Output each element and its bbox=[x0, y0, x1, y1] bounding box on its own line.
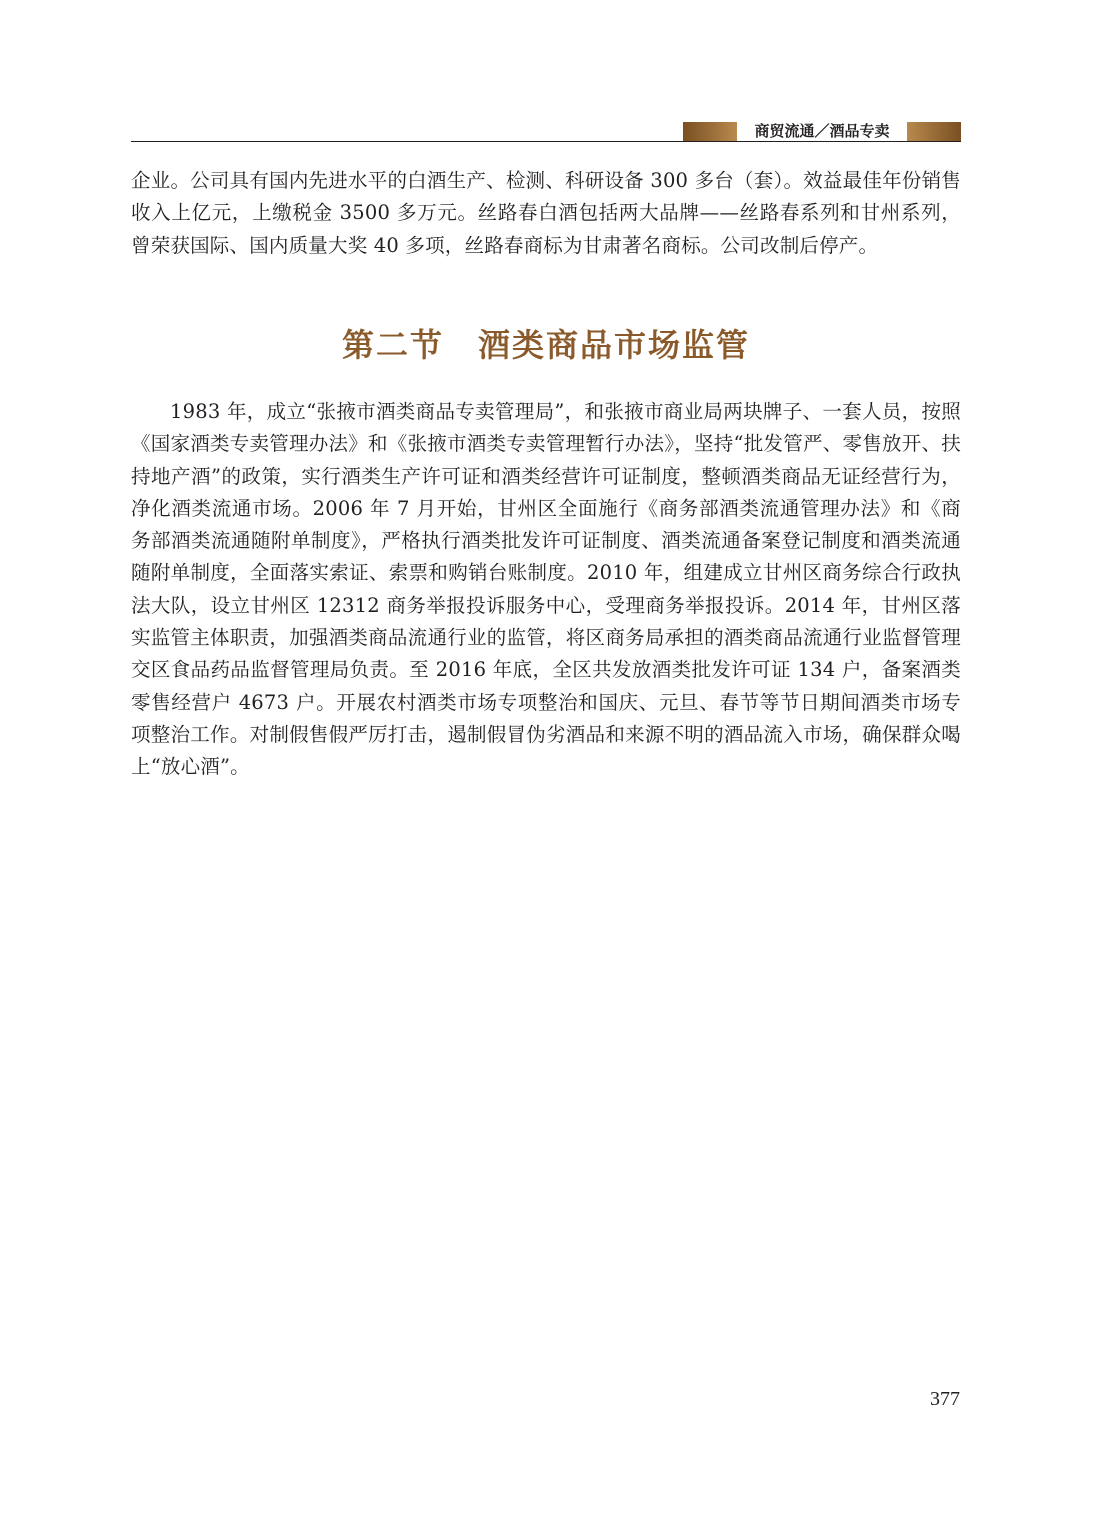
running-header-band bbox=[683, 122, 961, 141]
header-band-right-bar bbox=[907, 122, 961, 141]
running-header-title: 商贸流通／酒品专卖 bbox=[754, 122, 890, 140]
section-paragraph: 1983 年，成立“张掖市酒类商品专卖管理局”，和张掖市商业局两块牌子、一套人员，按照《国家酒类专卖管理办法》和《张掖市酒类专卖管理暂行办法》，坚持“批发管严、零售放开、扶持地产酒”的政策，实行酒类生产许可证和酒类经营许可证制度，整顿酒类商品无证经营行为，净化酒类流通市场。2006 年 7 月开始，甘州区全面施行《商务部酒类流通管理办法》和《商务部酒类流通随附单制度》，严格执行酒类批发许可证制度、酒类流通备案登记制度和酒类流通随附单制度，全面落实索证、索票和购销台账制度。2010 年，组建成立甘州区商务综合行政执法大队，设立甘州区 12312 商务举报投诉服务中心，受理商务举报投诉。2014 年，甘州区落实监管主体职责，加强酒类商品流通行业的监管，将区商务局承担的酒类商品流通行业监督管理交区食品药品监督管理局负责。至 2016 年底，全区共发放酒类批发许可证 134 户，备案酒类零售经营户 4673 户。开展农村酒类市场专项整治和国庆、元旦、春节等节日期间酒类市场专项整治工作。对制假售假严厉打击，遏制假冒伪劣酒品和来源不明的酒品流入市场，确保群众喝上“放心酒”。 bbox=[131, 400, 961, 779]
header-band-left-bar bbox=[683, 122, 737, 141]
continued-paragraph: 企业。公司具有国内先进水平的白酒生产、检测、科研设备 300 多台（套）。效益最佳年份销售收入上亿元，上缴税金 3500 多万元。丝路春白酒包括两大品牌——丝路春系列和甘州系列，曾荣获国际、国内质量大奖 40 多项，丝路春商标为甘肃著名商标。公司改制后停产。 bbox=[131, 169, 961, 257]
section-title: 第二节 酒类商品市场监管 bbox=[341, 326, 750, 364]
header-rule bbox=[131, 141, 961, 142]
page-number: 377 bbox=[930, 1388, 960, 1410]
